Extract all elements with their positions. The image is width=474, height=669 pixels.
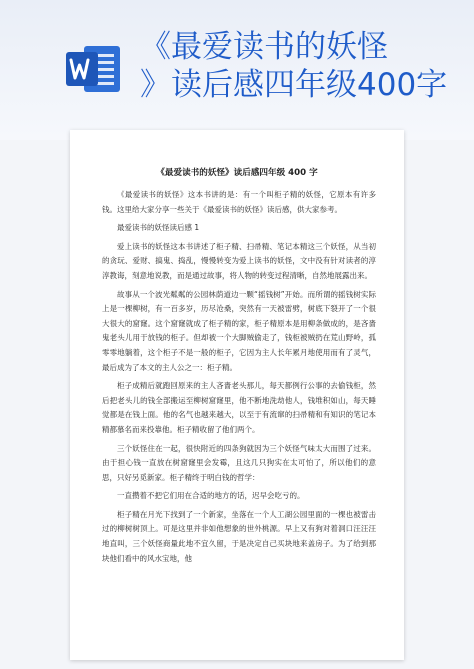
paragraph: 《最爱读书的妖怪》这本书讲的是：有一个叫柜子精的妖怪，它原本有许多钱。这里给大家分享一些关于《最爱读书的妖怪》读后感，供大家参考。 [102, 190, 376, 214]
word-document-icon [62, 38, 124, 100]
paragraph: 故事从一个波光粼粼的公园林荫道边一颗“摇钱树”开始。而所谓的摇钱树实际上是一棵柳树，有一百多岁，历尽沧桑，突然有一天被雷劈，树底下裂开了一个很大很大的窟窿。这个窟窿就成了柜子精的家，柜子精原本是用柳条做成的，是吝嗇鬼老头儿用于放钱的柜子。但却被一个大脚贼偷走了，钱柜被贼扔在荒山野岭，孤零零地躺着，这个柜子不是一般的柜子，它因为主人长年累月地使用而有了灵气，最后成为了本文的主人公之一：柜子精。 [102, 289, 376, 372]
banner-title [140, 28, 470, 104]
paragraph: 柜子成精后就跑回原来的主人吝嗇老头那儿，每天都例行公事的去偷钱柜，然后把老头儿的钱全部搬运至柳树窟窿里，他不断地洗劫他人，钱堆积如山，每天睡觉都是在钱上面。他的名气也越来越大，以至于有流窜的扫帚精和有知识的笔记本精都慕名而来投靠他。柜子精收留了他们两个。 [102, 381, 376, 434]
paragraph: 柜子精在月光下找到了一个新家，坐落在一个人工湖公园里面的一棵也被雷击过的柳树树顶上。可是这里并非如他想象的世外桃源。早上又有狗对着洞口汪汪汪地直叫，三个妖怪商量此地不宜久留，于是决定自己买块地来盖房子。为了给到那块他们看中的风水宝地，他 [102, 509, 376, 563]
banner-title-line1: 《最爱读书的妖怪 [140, 29, 388, 65]
paragraph: 爱上读书的妖怪这本书讲述了柜子精、扫帚精、笔记本精这三个妖怪，从当初的贪玩、爱财、搞鬼、捣乱，慢慢转变为爱上读书的妖怪，文中没有针对读者的淳淳教诲，刻意地说教，而是通过故事，将人物的转变过程清晰，自然地展露出来。 [102, 241, 376, 280]
document-page [70, 130, 404, 660]
section-heading: 最爱读书的妖怪读后感 1 [117, 223, 200, 233]
paragraph: 一直攒着不把它们用在合适的地方的话，迟早会吃亏的。 [117, 491, 305, 501]
banner-title-line2: 》读后感四年级400字 [140, 67, 448, 103]
paragraph: 三个妖怪住在一起，很快附近的四条狗就因为三个妖怪气味太大而围了过来。由于担心钱一直放在树窟窿里会发霉，且这几只狗实在太可怕了，所以他们的意思，只好另觅新家。柜子精终于明白钱的哲学： [102, 443, 376, 482]
document-body [102, 188, 376, 570]
document-title: 《最爱读书的妖怪》读后感四年级 400 字 [156, 168, 318, 178]
